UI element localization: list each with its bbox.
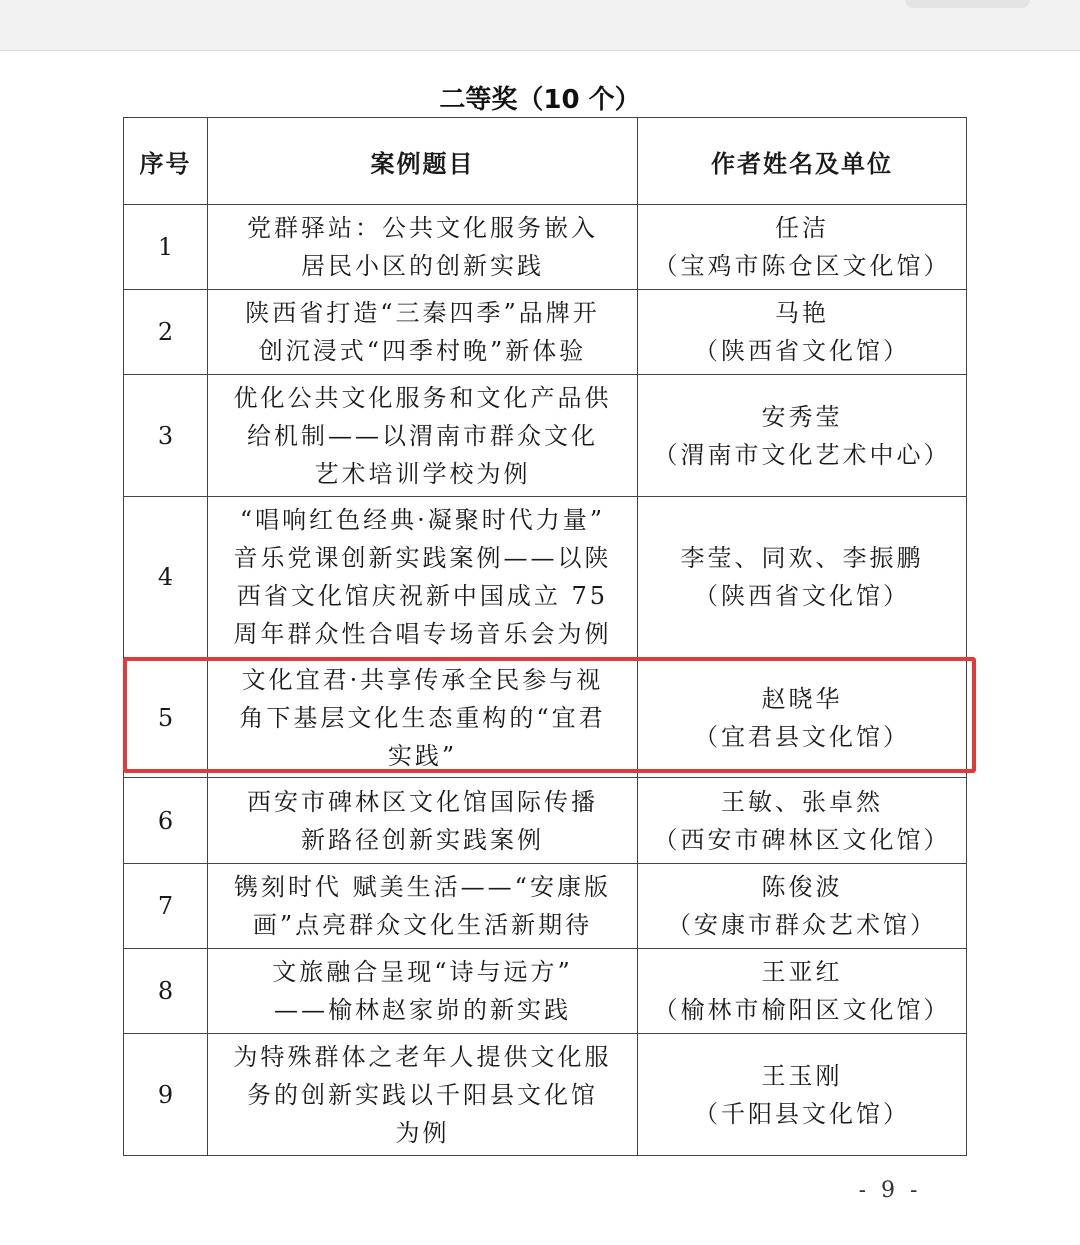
author-unit: [638, 375, 967, 497]
case-title-line: 角下基层文化生态重构的“宜君: [239, 703, 606, 732]
author-name: 李莹、同欢、李振鹏: [680, 544, 924, 572]
case-title: [208, 497, 638, 658]
row-index: 4: [124, 497, 208, 658]
author-name: 赵晓华: [761, 684, 843, 713]
case-title-line: 务的创新实践以千阳县文化馆: [247, 1080, 598, 1109]
case-title-line: 新路径创新实践案例: [301, 825, 544, 854]
author-name: 马艳: [775, 299, 829, 327]
author-name: 任洁: [775, 214, 829, 242]
case-title-line: ——榆林赵家峁的新实践: [274, 996, 571, 1024]
case-title-line: 西省文化馆庆祝新中国成立 75: [236, 582, 609, 610]
author-name: 王敏、张卓然: [721, 787, 883, 816]
author-unit: [638, 949, 967, 1034]
case-title-line: 为例: [395, 1118, 450, 1147]
author-organization: （安康市群众艺术馆）: [667, 911, 937, 939]
author-name: 安秀莹: [761, 402, 843, 431]
author-organization: （西安市碑林区文化馆）: [653, 825, 951, 854]
author-organization: （榆林市榆阳区文化馆）: [653, 996, 951, 1024]
case-title-line: 西安市碑林区文化馆国际传播: [247, 787, 598, 816]
case-title: [208, 778, 638, 864]
case-title-line: 镌刻时代 赋美生活——“安康版: [234, 873, 611, 901]
case-title-line: “唱响红色经典·凝聚时代力量”: [239, 506, 606, 534]
author-unit: [638, 864, 967, 949]
author-unit: [638, 290, 967, 375]
table-row: [124, 290, 967, 375]
author-unit: [638, 1034, 967, 1156]
case-title-line: 艺术培训学校为例: [314, 459, 531, 488]
author-organization: （宜君县文化馆）: [694, 722, 910, 751]
row-index: 5: [124, 658, 208, 778]
case-title-line: 居民小区的创新实践: [301, 252, 544, 280]
case-title: [208, 290, 638, 375]
table-row: [124, 375, 967, 497]
row-index: 3: [124, 375, 208, 497]
case-title-line: 为特殊群体之老年人提供文化服: [233, 1042, 612, 1071]
case-title: [208, 205, 638, 290]
column-header-index: 序号: [124, 118, 208, 205]
author-unit: [638, 205, 967, 290]
case-title: [208, 658, 638, 778]
column-header-title: 案例题目: [208, 118, 638, 205]
table-row: [124, 205, 967, 290]
author-unit: [638, 778, 967, 864]
case-title-line: 创沉浸式“四季村晚”新体验: [258, 337, 587, 365]
table-row: [124, 1034, 967, 1156]
author-organization: （千阳县文化馆）: [694, 1099, 910, 1128]
author-name: 王玉刚: [761, 1061, 843, 1090]
row-index: 7: [124, 864, 208, 949]
page-number: - 9 -: [858, 1178, 922, 1203]
author-organization: （陕西省文化馆）: [694, 582, 910, 610]
case-title: [208, 1034, 638, 1156]
case-title: [208, 375, 638, 497]
author-name: 王亚红: [761, 958, 843, 986]
table-header-row: [124, 118, 967, 205]
row-index: 1: [124, 205, 208, 290]
author-unit: [638, 658, 967, 778]
case-title-line: 给机制——以渭南市群众文化: [247, 421, 598, 450]
author-name: 陈俊波: [761, 873, 843, 901]
viewer-top-handle: [905, 0, 1030, 8]
row-index: 8: [124, 949, 208, 1034]
row-index: 6: [124, 778, 208, 864]
case-title-line: 周年群众性合唱专场音乐会为例: [233, 620, 612, 648]
author-organization: （渭南市文化艺术中心）: [653, 440, 951, 469]
case-title-line: 优化公共文化服务和文化产品供: [233, 383, 612, 412]
case-title-line: 党群驿站：公共文化服务嵌入: [247, 214, 598, 242]
row-index: 9: [124, 1034, 208, 1156]
case-title-line: 画”点亮群众文化生活新期待: [252, 911, 593, 939]
author-organization: （宝鸡市陈仓区文化馆）: [653, 252, 951, 280]
case-title-line: 陕西省打造“三秦四季”品牌开: [245, 299, 600, 327]
awards-table: [123, 117, 967, 1156]
case-title-line: 文旅融合呈现“诗与远方”: [272, 958, 573, 986]
award-heading: 二等奖（10 个）: [439, 85, 641, 115]
case-title-line: 实践”: [387, 741, 458, 770]
table-row: [124, 949, 967, 1034]
table-row: [124, 864, 967, 949]
case-title: [208, 949, 638, 1034]
author-unit: [638, 497, 967, 658]
case-title-line: 文化宜君·共享传承全民参与视: [241, 665, 604, 694]
author-organization: （陕西省文化馆）: [694, 337, 910, 365]
case-title-line: 音乐党课创新实践案例——以陕: [233, 544, 612, 572]
column-header-author: 作者姓名及单位: [638, 118, 967, 205]
table-row: [124, 497, 967, 658]
table-row: [124, 778, 967, 864]
row-index: 2: [124, 290, 208, 375]
viewer-top-bar: [0, 0, 1080, 50]
table-row: [124, 658, 967, 778]
case-title: [208, 864, 638, 949]
